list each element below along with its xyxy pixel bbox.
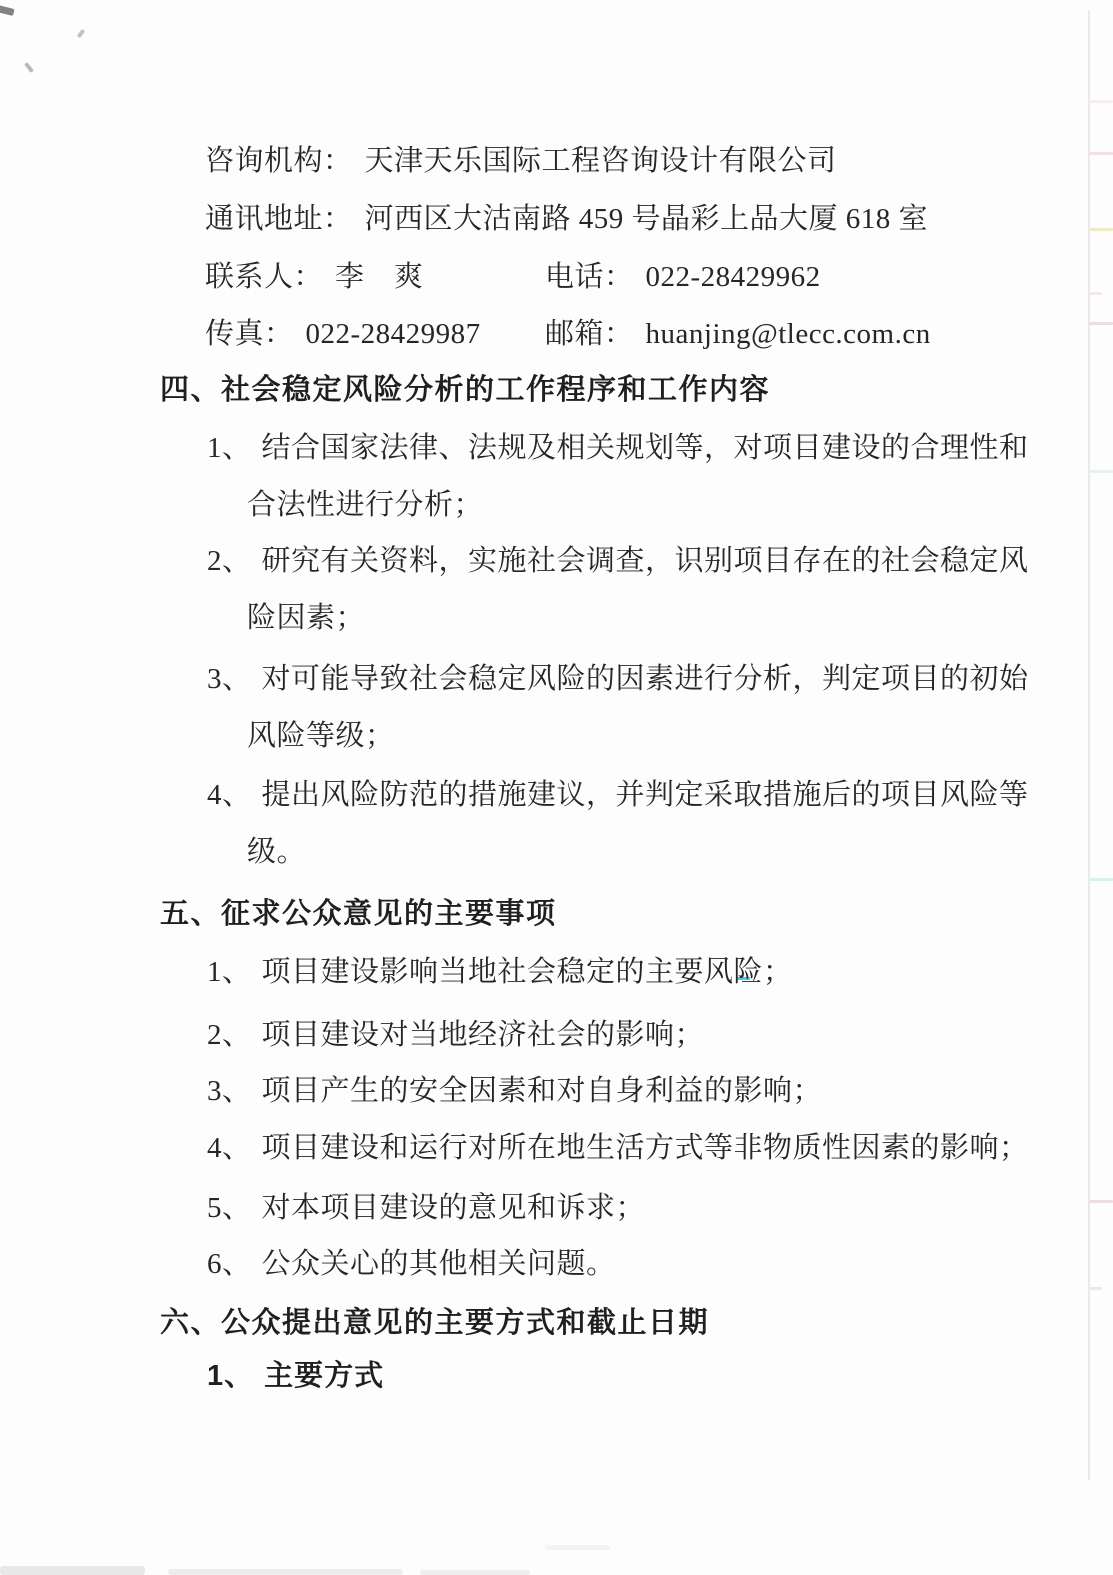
section-4-item-2-line-2: 险因素； xyxy=(247,602,366,634)
contact-org-line xyxy=(205,143,837,179)
scan-color-tick xyxy=(1089,292,1102,295)
contact-person-label: 联系人： xyxy=(205,261,324,293)
section-4-item-3-line-1 xyxy=(207,661,1029,697)
section-5-title: 五、征求公众意见的主要事项 xyxy=(160,898,557,930)
item-text: 项目产生的安全因素和对自身利益的影响； xyxy=(261,1075,823,1107)
contact-address-line xyxy=(205,201,928,237)
item-text: 公众关心的其他相关问题。 xyxy=(261,1248,616,1280)
item-number: 1、 xyxy=(207,956,252,988)
scan-corner-artifact xyxy=(0,5,15,16)
contact-fax-value: 022-28429987 xyxy=(305,318,481,350)
scan-bottom-smudge xyxy=(168,1569,403,1575)
item-text: 对本项目建设的意见和诉求； xyxy=(261,1192,646,1224)
item-number: 4、 xyxy=(207,779,252,811)
scan-bottom-smudge xyxy=(420,1570,530,1575)
item-text: 研究有关资料，实施社会调查，识别项目存在的社会稳定风 xyxy=(261,545,1029,577)
contact-phone-label: 电话： xyxy=(545,261,634,293)
scan-color-tick xyxy=(1089,878,1113,881)
scan-bottom-smudge xyxy=(545,1545,610,1550)
section-4-item-4-line-1 xyxy=(207,777,1029,813)
contact-email-value: huanjing@tlecc.com.cn xyxy=(645,318,931,350)
scan-speck-artifact xyxy=(77,29,86,39)
item-number: 2、 xyxy=(207,1019,252,1051)
contact-person-value: 李 爽 xyxy=(335,261,424,293)
contact-phone-line xyxy=(545,259,821,295)
section-4-item-4-line-2: 级。 xyxy=(247,836,307,868)
section-5-item-1 xyxy=(207,954,793,990)
item-number: 3、 xyxy=(207,663,252,695)
contact-org-value: 天津天乐国际工程咨询设计有限公司 xyxy=(364,145,837,177)
section-5-item-6 xyxy=(207,1246,616,1282)
item-number: 6、 xyxy=(207,1248,252,1280)
item-text: 结合国家法律、法规及相关规划等，对项目建设的合理性和 xyxy=(261,432,1029,464)
item-number: 5、 xyxy=(207,1192,252,1224)
item-number: 3、 xyxy=(207,1075,252,1107)
item-number: 4、 xyxy=(207,1132,252,1164)
section-4-title: 四、社会稳定风险分析的工作程序和工作内容 xyxy=(160,374,771,406)
contact-person-line xyxy=(205,259,424,295)
item-text: 项目建设和运行对所在地生活方式等非物质性因素的影响； xyxy=(261,1132,1029,1164)
section-5-item-5 xyxy=(207,1190,645,1226)
scan-speck-artifact xyxy=(24,62,34,73)
section-4-item-1-line-1 xyxy=(207,430,1029,466)
contact-org-label: 咨询机构： xyxy=(205,145,353,177)
contact-fax-label: 传真： xyxy=(205,318,294,350)
section-5-item-3 xyxy=(207,1073,822,1109)
section-5-item-2 xyxy=(207,1017,704,1053)
contact-address-value: 河西区大沽南路 459 号晶彩上品大厦 618 室 xyxy=(364,203,929,235)
item-text: 提出风险防范的措施建议，并判定采取措施后的项目风险等 xyxy=(261,779,1029,811)
item-text: 项目建设对当地经济社会的影响； xyxy=(261,1019,705,1051)
scan-bottom-smudge xyxy=(0,1566,145,1575)
item-number: 1、 xyxy=(207,432,252,464)
section-4-item-2-line-1 xyxy=(207,543,1029,579)
section-4-item-3-line-2: 风险等级； xyxy=(247,720,395,752)
contact-email-line xyxy=(545,316,931,352)
item-number: 2、 xyxy=(207,545,252,577)
contact-fax-line xyxy=(205,316,481,352)
section-6-title: 六、公众提出意见的主要方式和截止日期 xyxy=(160,1307,710,1339)
item-text: 对可能导致社会稳定风险的因素进行分析，判定项目的初始 xyxy=(261,663,1029,695)
scan-color-tick xyxy=(1089,100,1113,103)
section-5-item-4 xyxy=(207,1130,1029,1166)
item-text: 项目建设影响当地社会稳定的主要风险； xyxy=(261,956,793,988)
contact-address-label: 通讯地址： xyxy=(205,203,353,235)
item-number: 1、 xyxy=(207,1360,255,1392)
item-text: 主要方式 xyxy=(264,1360,385,1392)
section-4-item-1-line-2: 合法性进行分析； xyxy=(247,489,484,521)
scan-color-tick xyxy=(1089,152,1113,155)
scan-color-tick xyxy=(1089,1287,1102,1290)
scan-color-tick xyxy=(1089,322,1113,325)
scan-color-tick xyxy=(1089,1200,1113,1203)
scan-color-tick xyxy=(1089,228,1113,231)
contact-phone-value: 022-28429962 xyxy=(645,261,821,293)
contact-email-label: 邮箱： xyxy=(545,318,634,350)
scan-color-tick xyxy=(1089,470,1113,473)
section-6-item-1 xyxy=(207,1358,384,1394)
